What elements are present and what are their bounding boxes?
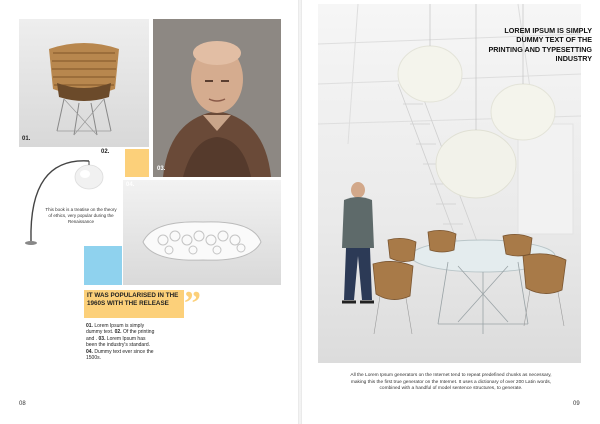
body-text-1: Lorem Ipsum is simply dummy text. xyxy=(86,323,145,336)
left-page xyxy=(0,0,298,424)
body-num-3: 03. xyxy=(98,335,106,342)
photo-label-04: 04. xyxy=(126,182,135,188)
photo-label-01: 01. xyxy=(22,136,31,142)
heading-banner xyxy=(84,290,184,318)
sculpture-photo xyxy=(123,180,281,285)
body-text-3: Lorem Ipsum has been the industry's standard. xyxy=(86,335,151,349)
blue-color-block xyxy=(84,246,122,285)
body-text-2: Of the printing and . xyxy=(86,329,155,342)
photo-label-03: 03. xyxy=(157,166,166,172)
photo-label-02: 02. xyxy=(101,149,110,155)
body-num-2: 02. xyxy=(114,329,122,336)
portrait-photo xyxy=(153,19,281,177)
photo-caption: All the Lorem Ipsum generators on the Internet tend to repeat predefined chunks as necessary, making this the first true generator on the Internet. It uses a dictionary of over 200 Latin words, combined with a handful of model sentence structures, to generate. xyxy=(350,373,552,392)
quote-mark-icon: ” xyxy=(184,285,201,322)
lamp-caption: This book is a treatise on the theory of ethics, very popular during the Renaissance xyxy=(45,207,117,224)
body-text-4: Dummy text ever since the 1500s. xyxy=(86,348,154,362)
showroom-photo xyxy=(318,4,592,363)
page-number-right: 09 xyxy=(573,401,580,407)
yellow-color-block xyxy=(125,149,149,177)
lamp-photo xyxy=(19,147,123,257)
page-number-left: 08 xyxy=(19,401,26,407)
hero-heading: LOREM IPSUM IS SIMPLY DUMMY TEXT OF THE PRINTING AND TYPESETTING INDUSTRY xyxy=(488,26,592,63)
body-num-1: 01. xyxy=(86,323,93,329)
banner-heading: IT WAS POPULARISED IN THE 1960S WITH THE RELEASE xyxy=(87,292,179,307)
chair-photo xyxy=(19,19,149,147)
body-num-4: 04. xyxy=(86,348,93,355)
body-text xyxy=(86,323,156,361)
right-page xyxy=(302,0,600,424)
